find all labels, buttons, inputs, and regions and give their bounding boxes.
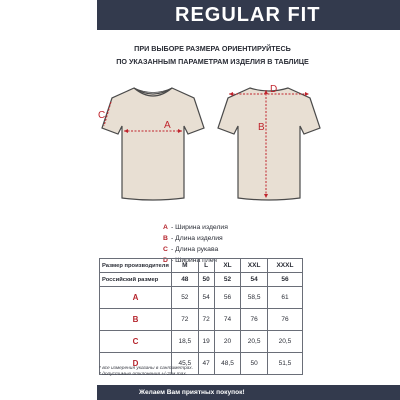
footnotes xyxy=(99,366,193,378)
instruction-line-1: ПРИ ВЫБОРЕ РАЗМЕРА ОРИЕНТИРУЙТЕСЬ xyxy=(134,44,291,53)
table-row-russian-size xyxy=(100,273,303,287)
table-cell: 76 xyxy=(267,309,302,331)
measure-a-label: A xyxy=(164,120,171,131)
russian-size-cell: 56 xyxy=(267,273,302,287)
table-row-producer-size xyxy=(100,259,303,273)
table-cell: 72 xyxy=(172,309,199,331)
tshirt-front-diagram xyxy=(98,80,208,205)
tshirt-back-diagram xyxy=(214,80,324,205)
table-cell: 20 xyxy=(214,331,241,353)
legend-item xyxy=(163,244,228,255)
table-cell: 18,5 xyxy=(172,331,199,353)
footnote-tolerance: * допустимые отклонения +/-2см max. xyxy=(99,372,188,377)
legend-letter: A xyxy=(163,224,168,231)
header-title: REGULAR FIT xyxy=(175,3,321,26)
row-letter-a: A xyxy=(100,287,172,309)
table-cell: 74 xyxy=(214,309,241,331)
legend-letter: C xyxy=(163,246,168,253)
producer-size-cell: XL xyxy=(214,259,241,273)
legend-text: - Длина изделия xyxy=(171,235,223,242)
table-cell: 52 xyxy=(172,287,199,309)
russian-size-cell: 50 xyxy=(198,273,214,287)
legend-item xyxy=(163,233,228,244)
row-letter-d: D xyxy=(100,353,172,375)
table-cell: 54 xyxy=(198,287,214,309)
russian-size-cell: 52 xyxy=(214,273,241,287)
footer-bar xyxy=(97,385,400,400)
producer-size-cell: L xyxy=(198,259,214,273)
producer-size-cell: XXXL xyxy=(267,259,302,273)
table-cell: 58,5 xyxy=(241,287,268,309)
footnote-units: * все измерения указаны в сантиметрах. xyxy=(99,366,194,371)
legend-text: - Ширина изделия xyxy=(171,224,228,231)
table-cell: 61 xyxy=(267,287,302,309)
legend-letter: D xyxy=(163,257,168,264)
table-cell: 76 xyxy=(241,309,268,331)
measure-b-label: B xyxy=(258,122,265,133)
table-cell: 19 xyxy=(198,331,214,353)
legend-text: - Ширина плеч xyxy=(171,257,217,264)
row-letter-c: C xyxy=(100,331,172,353)
table-row-a xyxy=(100,287,303,309)
table-cell: 50 xyxy=(241,353,268,375)
table-cell: 20,5 xyxy=(241,331,268,353)
producer-size-cell: XXL xyxy=(241,259,268,273)
table-cell: 20,5 xyxy=(267,331,302,353)
size-table xyxy=(99,258,303,375)
table-cell: 51,5 xyxy=(267,353,302,375)
russian-size-label: Российский размер xyxy=(100,273,172,287)
header-bar xyxy=(97,0,400,30)
table-cell: 48,5 xyxy=(214,353,241,375)
russian-size-cell: 48 xyxy=(172,273,199,287)
instruction-line-2: ПО УКАЗАННЫМ ПАРАМЕТРАМ ИЗДЕЛИЯ В ТАБЛИЦЕ xyxy=(116,57,309,66)
legend-item xyxy=(163,222,228,233)
measure-d-label: D xyxy=(270,84,278,95)
tshirt-back-body xyxy=(218,88,320,200)
tshirt-front-icon xyxy=(98,80,208,205)
producer-size-label: Размер производителя xyxy=(100,259,172,273)
row-letter-b: B xyxy=(100,309,172,331)
footer-text: Желаем Вам приятных покупок! xyxy=(139,389,245,396)
table-cell: 72 xyxy=(198,309,214,331)
table-row-c xyxy=(100,331,303,353)
russian-size-cell: 54 xyxy=(241,273,268,287)
tshirt-front-body xyxy=(102,88,204,200)
size-instruction xyxy=(100,42,325,68)
table-cell: 47 xyxy=(198,353,214,375)
table-row-b xyxy=(100,309,303,331)
tshirt-back-icon xyxy=(214,80,324,205)
legend-text: - Длина рукава xyxy=(171,246,219,253)
measure-c-label: C xyxy=(98,110,106,121)
producer-size-cell: M xyxy=(172,259,199,273)
table-cell: 56 xyxy=(214,287,241,309)
table-cell: 45,5 xyxy=(172,353,199,375)
legend-letter: B xyxy=(163,235,168,242)
